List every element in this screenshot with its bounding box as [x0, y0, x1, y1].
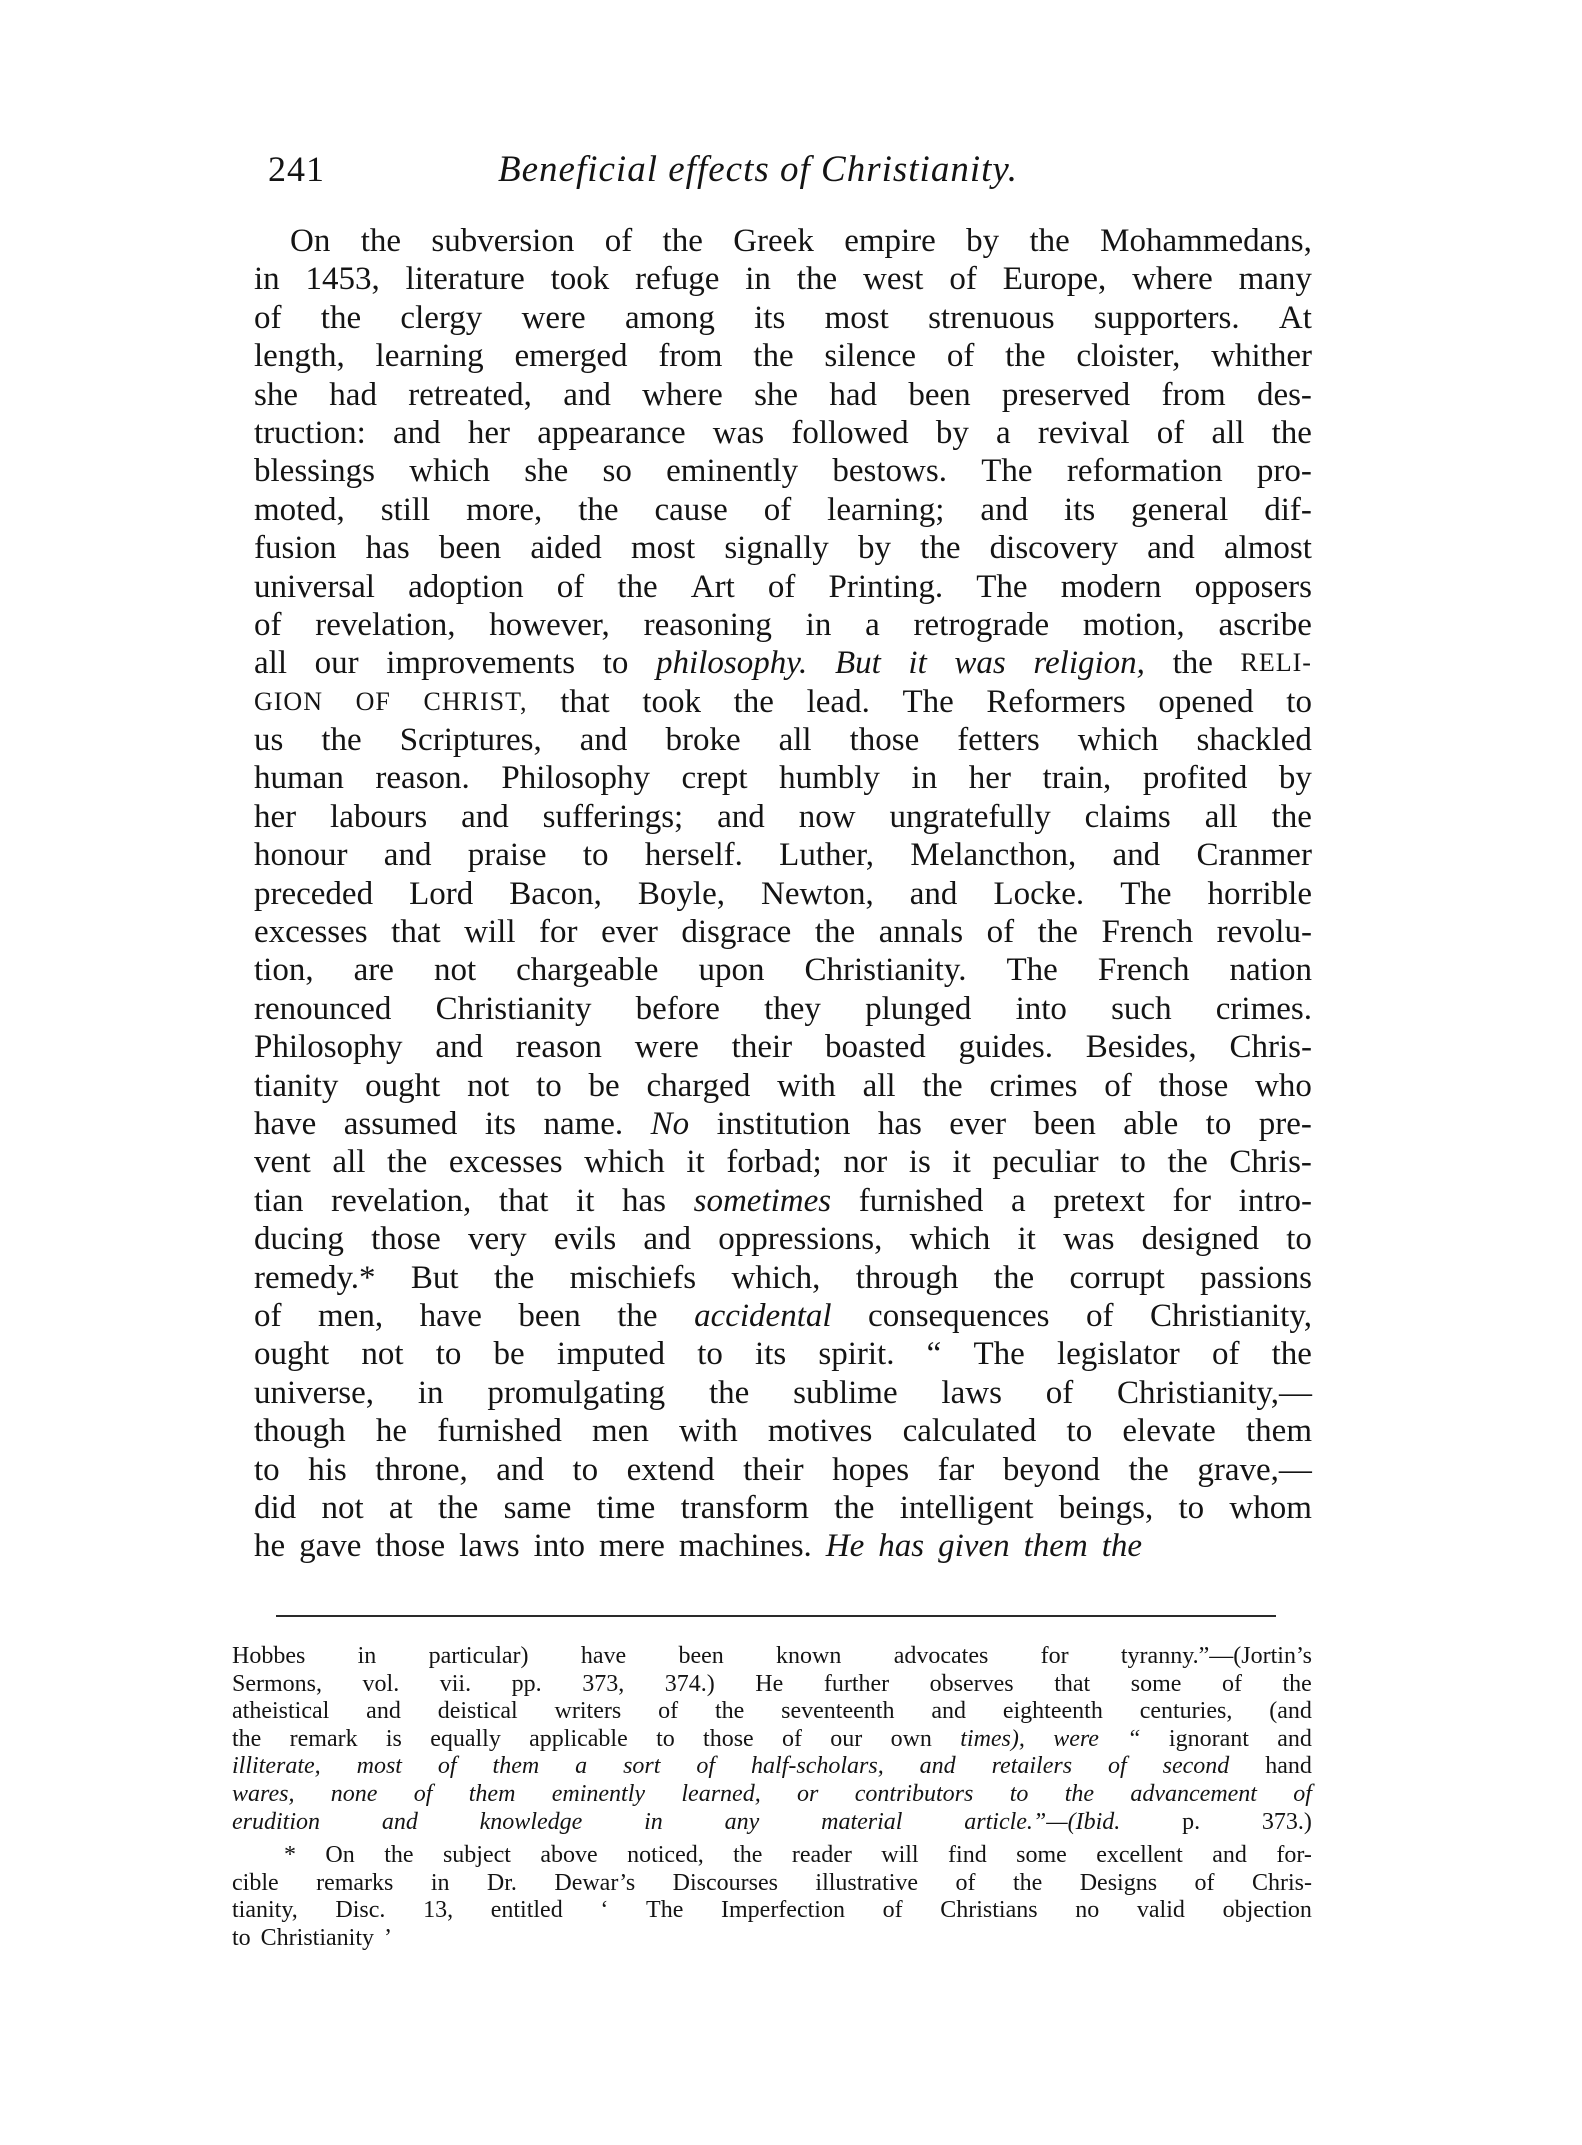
text-line: to his throne, and to extend their hopes far beyond the grave,— [254, 1451, 1312, 1488]
page-number: 241 [268, 149, 325, 189]
text-line: us the Scriptures, and broke all those fetters which shackled [254, 722, 1312, 759]
text-line: blessings which she so eminently bestows. The reformation pro- [254, 453, 1312, 490]
text-line: On the subversion of the Greek empire by the Mohammedans, [290, 223, 1312, 259]
footnote-line: cible remarks in Dr. Dewar’s Discourses illustrative of the Designs of Chris- [232, 1869, 1312, 1896]
footnote-line: atheistical and deistical writers of the seventeenth and eighteenth centuries, (and [232, 1698, 1312, 1725]
text-line: ducing those very evils and oppressions, which it was designed to [254, 1221, 1312, 1258]
text-line: of revelation, however, reasoning in a retrograde motion, ascribe [254, 606, 1312, 643]
text-line: GION OF CHRIST, that took the lead. The Reformers opened to [254, 683, 1312, 720]
text-line: tian revelation, that it has sometimes furnished a pretext for intro- [254, 1182, 1312, 1219]
text-line: universal adoption of the Art of Printing. The modern opposers [254, 568, 1312, 605]
footnote-rule [276, 1615, 1276, 1617]
running-title: Beneficial effects of Christianity. [498, 149, 1019, 190]
text-line: human reason. Philosophy crept humbly in her train, profited by [254, 760, 1312, 797]
text-line: renounced Christianity before they plunged into such crimes. [254, 990, 1312, 1027]
text-line: she had retreated, and where she had been preserved from des- [254, 376, 1312, 413]
footnote-line: erudition and knowledge in any material article.”—(Ibid. p. 373.) [232, 1808, 1312, 1835]
text-line: truction: and her appearance was followed by a revival of all the [254, 414, 1312, 451]
text-line: have assumed its name. No institution has ever been able to pre- [254, 1105, 1312, 1142]
text-line: did not at the same time transform the intelligent beings, to whom [254, 1489, 1312, 1526]
text-line: preceded Lord Bacon, Boyle, Newton, and Locke. The horrible [254, 875, 1312, 912]
footnote-line: to Christianity ’ [232, 1924, 393, 1951]
footnote-line: the remark is equally applicable to those of our own times), were “ ignorant and [232, 1725, 1312, 1752]
text-line: ought not to be imputed to its spirit. “ The legislator of the [254, 1336, 1312, 1373]
footnote-line: * On the subject above noticed, the reader will find some excellent and for- [284, 1842, 1312, 1869]
text-line: fusion has been aided most signally by the discovery and almost [254, 530, 1312, 567]
text-line: remedy.* But the mischiefs which, through the corrupt passions [254, 1259, 1312, 1296]
footnote-line: tianity, Disc. 13, entitled ‘ The Imperfection of Christians no valid objection [232, 1897, 1312, 1924]
text-line: excesses that will for ever disgrace the annals of the French revolu- [254, 914, 1312, 951]
page-header [268, 148, 1298, 198]
body-paragraph [254, 222, 1312, 1566]
text-line: length, learning emerged from the silence of the cloister, whither [254, 338, 1312, 375]
text-line: moted, still more, the cause of learning; and its general dif- [254, 491, 1312, 528]
text-line: vent all the excesses which it forbad; nor is it peculiar to the Chris- [254, 1144, 1312, 1181]
text-line: universe, in promulgating the sublime laws of Christianity,— [254, 1374, 1312, 1411]
text-line: he gave those laws into mere machines. He has given them the [254, 1528, 1143, 1565]
text-line: tion, are not chargeable upon Christianity. The French nation [254, 952, 1312, 989]
text-line: honour and praise to herself. Luther, Melancthon, and Cranmer [254, 837, 1312, 874]
text-line: in 1453, literature took refuge in the west of Europe, where many [254, 261, 1312, 298]
footnote-line: wares, none of them eminently learned, or contributors to the advancement of [232, 1780, 1312, 1807]
footnotes [232, 1643, 1312, 1953]
text-line: Philosophy and reason were their boasted guides. Besides, Chris- [254, 1029, 1312, 1066]
text-line: tianity ought not to be charged with all the crimes of those who [254, 1067, 1312, 1104]
text-line: her labours and sufferings; and now ungratefully claims all the [254, 798, 1312, 835]
text-line: all our improvements to philosophy. But it was religion, the RELI- [254, 645, 1312, 682]
text-line: of the clergy were among its most strenuous supporters. At [254, 299, 1312, 336]
footnote-line: Hobbes in particular) have been known advocates for tyranny.”—(Jortin’s [232, 1643, 1312, 1669]
footnote-line: illiterate, most of them a sort of half-scholars, and retailers of second hand [232, 1753, 1312, 1780]
text-line: of men, have been the accidental consequences of Christianity, [254, 1297, 1312, 1334]
footnote-line: Sermons, vol. vii. pp. 373, 374.) He further observes that some of the [232, 1670, 1312, 1697]
text-line: though he furnished men with motives calculated to elevate them [254, 1413, 1312, 1450]
